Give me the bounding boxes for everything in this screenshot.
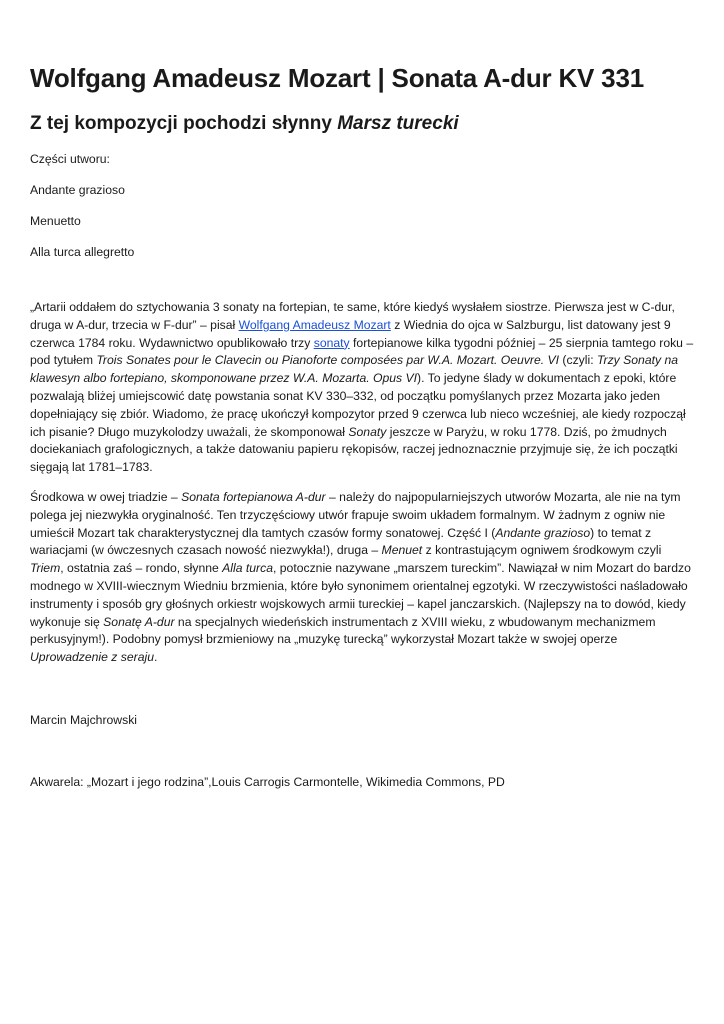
document-page: [30, 60, 696, 791]
italic-run: Sonata fortepianowa A-dur: [181, 489, 326, 504]
image-credit: Akwarela: „Mozart i jego rodzina”,Louis Carrogis Carmontelle, Wikimedia Commons, PD: [30, 774, 505, 789]
part-item-2: Menuetto: [30, 214, 81, 228]
italic-run: Triem: [30, 561, 61, 576]
body-paragraph-2: [30, 489, 696, 667]
page-subtitle: [30, 110, 696, 138]
text-run: Środkowa w owej triadzie –: [30, 489, 182, 504]
italic-run: Menuet: [381, 543, 423, 558]
text-run: , ostatnia zaś – rondo, słynne: [60, 561, 223, 576]
sonaty-link[interactable]: sonaty: [313, 335, 350, 350]
italic-run: Sonatę A-dur: [103, 614, 175, 629]
page-title: Wolfgang Amadeusz Mozart | Sonata A-dur KV 331: [30, 63, 644, 93]
text-run: z Wiednia do ojca w Salzburgu, list datowany jest 9 czerwca 1784 roku. Wydawnictwo opublikowało trzy: [30, 317, 671, 350]
italic-run: Andante grazioso: [495, 525, 591, 540]
italic-run: Uprowadzenie z seraju: [30, 650, 154, 665]
mozart-link[interactable]: Wolfgang Amadeusz Mozart: [238, 317, 391, 332]
italic-run: Alla turca: [222, 561, 273, 576]
part-item-3: Alla turca allegretto: [30, 245, 135, 259]
text-run: , potocznie nazywane „marszem tureckim”. Nawiązał w nim Mozart do bardzo modnego w XVIII-wiecznym Wiedniu brzmienia, które było synonimem orientalnej egzotyki. W rzeczywistości naśladowało instrumenty i sposób gry głośnych orkiestr wojskowych armii tureckiej – kapel janczarskich. (Najlepszy na to dowód, kiedy wykonuje się: [30, 561, 691, 629]
parts-heading: Części utworu:: [30, 152, 110, 166]
text-run: ). To jedyne ślady w dokumentach z epoki, które pozwalają bliżej umiejscowić datę powstania sonat KV 330–332, od początku pomyślanych przez Mozarta jako jeden dopełniający się zbiór. Wiadomo, że pracę ukończył kompozytor przed 9 czerwca lub nieco wcześniej, ale kiedy rozpoczął ich pisanie? Długo muzykolodzy uważali, że skomponował: [30, 371, 686, 439]
body-paragraph-1: [30, 299, 696, 477]
text-run: z kontrastującym ogniwem środkowym czyli: [422, 543, 662, 558]
italic-run: Sonaty: [348, 424, 387, 439]
text-run: (czyli:: [559, 353, 597, 368]
subtitle-italic: Marsz turecki: [337, 113, 459, 134]
part-item-1: Andante grazioso: [30, 183, 125, 197]
italic-run: Trzy Sonaty na klawesyn albo fortepiano, skomponowane przez W.A. Mozarta. Opus VI: [30, 353, 679, 386]
text-run: – należy do najpopularniejszych utworów Mozarta, ale nie na tym polega jej niezwykła oryginalność. Ten trzyczęściowy utwór frapuje swoim układem formalnym. W żadnym z ogniw nie umieścił Mozart tak charakterystycznej dla tamtych czasów formy sonatowej. Część I (: [30, 489, 681, 540]
text-run: ) to temat z wariacjami (w ówczesnych czasach nowość niezwykła!), druga –: [30, 525, 652, 558]
text-run: na specjalnych wiedeńskich instrumentach z XVIII wieku, z wbudowanym mechanizmem perkusyjnym!). Podobny pomysł brzmieniowy na „muzykę turecką” wykorzystał Mozart także w swojej operze: [30, 614, 656, 647]
text-run: .: [153, 650, 158, 665]
italic-run: Trois Sonates pour le Clavecin ou Pianoforte composées par W.A. Mozart. Oeuvre. VI: [96, 353, 560, 368]
text-run: jeszcze w Paryżu, w roku 1778. Dziś, po żmudnych dociekaniach grafologicznych, a także datowaniu papieru rękopisów, raczej jednoznacznie przyjmuje się, że ich początki sięgają lat 1781–1783.: [30, 424, 678, 475]
text-run: „Artarii oddałem do sztychowania 3 sonaty na fortepian, te same, które kiedyś wysłałem siostrze. Pierwsza jest w C-dur, druga w A-dur, trzecia w F-dur” – pisał: [30, 300, 675, 332]
text-run: fortepianowe kilka tygodni później – 25 sierpnia tamtego roku – pod tytułem: [30, 335, 694, 368]
subtitle-text: Z tej kompozycji pochodzi słynny: [30, 113, 338, 134]
author-name: Marcin Majchrowski: [30, 712, 137, 727]
